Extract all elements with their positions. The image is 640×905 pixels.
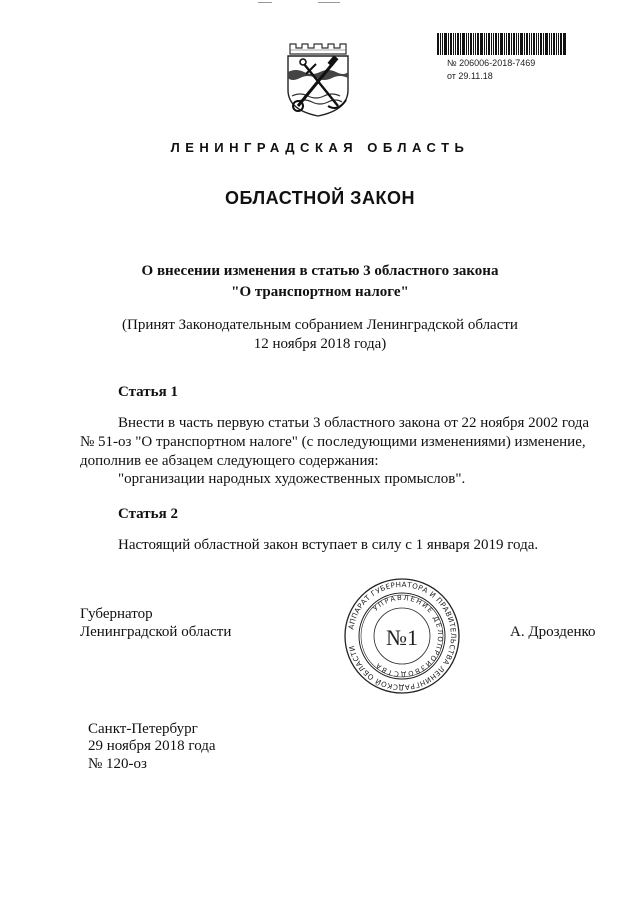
barcode-bar (531, 33, 532, 55)
barcode-bar (450, 33, 452, 55)
barcode-bar (486, 33, 487, 55)
article-1-text-line: "организации народных художественных промыслов". (118, 471, 466, 487)
barcode-bar (543, 33, 544, 55)
barcode-bar (563, 33, 566, 55)
seal-number: №1 (386, 625, 418, 650)
barcode-bar (553, 33, 555, 55)
barcode-bar (466, 33, 467, 55)
scan-mark (318, 2, 340, 3)
barcode-bar (551, 33, 552, 55)
barcode-bar (495, 33, 497, 55)
barcode-bar (475, 33, 476, 55)
barcode-bar (468, 33, 469, 55)
barcode-bar (524, 33, 525, 55)
barcode-bar (526, 33, 528, 55)
barcode-bar (504, 33, 505, 55)
barcode-bar (440, 33, 441, 55)
law-number: № 120-оз (88, 756, 147, 772)
article-1-text-line: дополнив ее абзацем следующего содержания: (80, 453, 379, 469)
barcode-bar (453, 33, 454, 55)
barcode-bar (538, 33, 539, 55)
barcode-bar (484, 33, 485, 55)
official-seal (343, 577, 461, 695)
barcode-bar (442, 33, 443, 55)
barcode-bar (493, 33, 494, 55)
barcode-bar (500, 33, 503, 55)
adoption-note-line: (Принят Законодательным собранием Ленинградской области (122, 317, 518, 333)
barcode-bar (460, 33, 461, 55)
barcode (437, 33, 567, 55)
barcode-bar (511, 33, 512, 55)
barcode-bar (560, 33, 562, 55)
signatory-name: А. Дрозденко (510, 624, 596, 640)
seal-inner-text: УПРАВЛЕНИЕ ДЕЛОПРОИЗВОДСТВА (371, 593, 445, 679)
law-title-line: "О транспортном налоге" (231, 284, 409, 300)
article-2-heading: Статья 2 (118, 506, 178, 522)
adoption-note-line: 12 ноября 2018 года) (253, 336, 387, 352)
signatory-position: Губернатор (80, 606, 153, 622)
barcode-bar (457, 33, 459, 55)
barcode-bar (558, 33, 559, 55)
article-1-text-line: Внести в часть первую статьи 3 областного закона от 22 ноября 2002 года (118, 415, 590, 431)
barcode-bar (545, 33, 548, 55)
barcode-bar (556, 33, 557, 55)
article-2-text-line: Настоящий областной закон вступает в силу с 1 января 2019 года. (118, 537, 539, 553)
barcode-bar (513, 33, 515, 55)
barcode-bar (473, 33, 474, 55)
date-of-signing: 29 ноября 2018 года (88, 738, 216, 754)
barcode-bar (508, 33, 510, 55)
place-of-signing: Санкт-Петербург (88, 721, 198, 737)
region-heading: ЛЕНИНГРАДСКАЯ ОБЛАСТЬ (170, 140, 470, 155)
barcode-bar (448, 33, 449, 55)
barcode-bar (437, 33, 439, 55)
barcode-bar (491, 33, 492, 55)
barcode-bar (488, 33, 490, 55)
registration-date: от 29.11.18 (447, 71, 493, 81)
barcode-bar (444, 33, 447, 55)
barcode-bar (462, 33, 465, 55)
scan-mark (258, 2, 272, 3)
seal-ring-text: АППАРАТ ГУБЕРНАТОРА И ПРАВИТЕЛЬСТВА ЛЕНИНГРАДСКОЙ ОБЛАСТИ (346, 579, 459, 693)
barcode-bar (549, 33, 550, 55)
barcode-bar (518, 33, 519, 55)
law-title-line: О внесении изменения в статью 3 областного закона (141, 263, 499, 279)
barcode-bar (470, 33, 472, 55)
barcode-bar (533, 33, 535, 55)
article-1-text-line: № 51-оз "О транспортном налоге" (с последующими изменениями) изменение, (80, 434, 586, 450)
barcode-bar (477, 33, 479, 55)
barcode-bar (480, 33, 483, 55)
signatory-region: Ленинградской области (80, 624, 232, 640)
barcode-bar (529, 33, 530, 55)
article-1-heading: Статья 1 (118, 384, 178, 400)
document-type-heading: ОБЛАСТНОЙ ЗАКОН (225, 188, 415, 208)
barcode-bar (455, 33, 456, 55)
barcode-bar (536, 33, 537, 55)
barcode-bar (540, 33, 542, 55)
registration-number: № 206006-2018-7469 (447, 58, 536, 68)
barcode-bar (516, 33, 517, 55)
barcode-bar (506, 33, 507, 55)
barcode-bar (520, 33, 523, 55)
barcode-bar (498, 33, 499, 55)
coat-of-arms-icon (284, 40, 352, 118)
